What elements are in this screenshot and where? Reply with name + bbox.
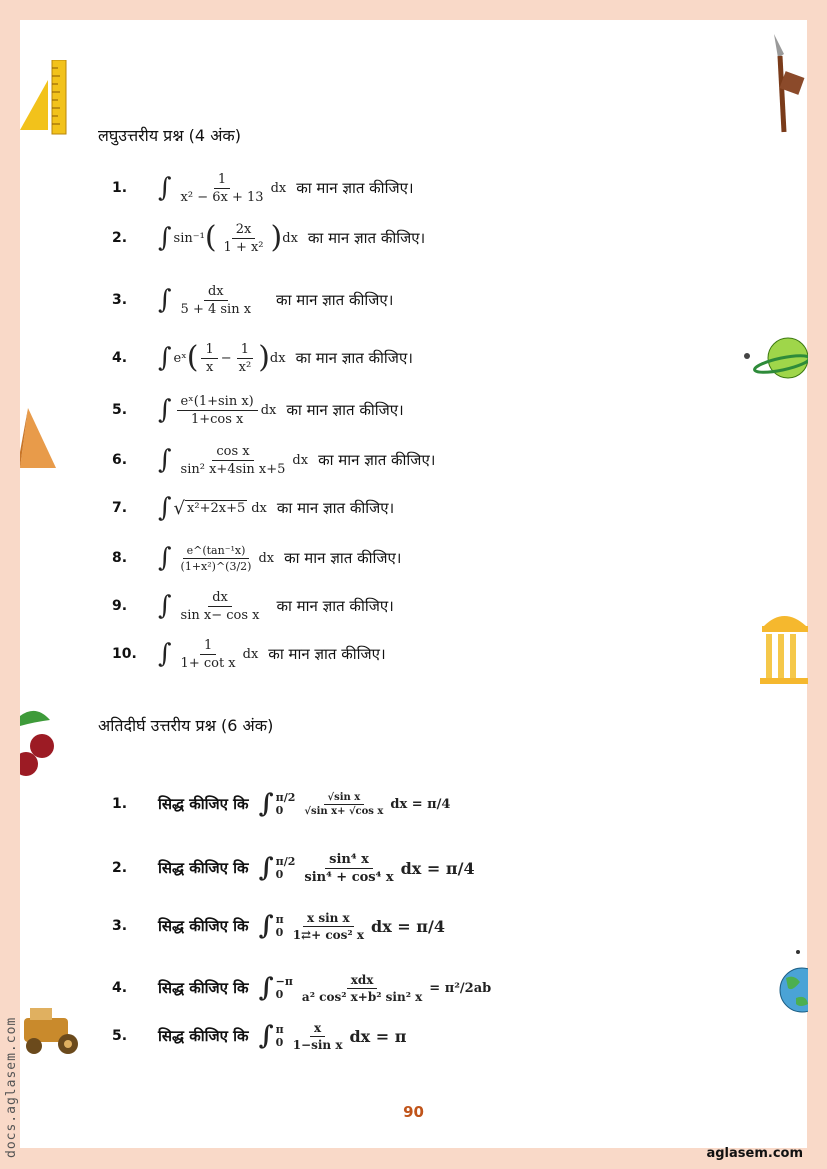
- right-hand-side: dx = π/4: [371, 916, 445, 936]
- question-instruction: का मान ज्ञात कीजिए।: [268, 645, 386, 663]
- integral-sign-icon: ∫: [158, 639, 172, 669]
- question-instruction: का मान ज्ञात कीजिए।: [276, 499, 395, 517]
- right-hand-side: dx = π/4: [390, 796, 451, 812]
- denominator: 1−sin x: [292, 1037, 343, 1052]
- integral-expression: [158, 638, 258, 671]
- question-number: 9.: [112, 598, 128, 614]
- question-instruction: का मान ज्ञात कीजिए।: [307, 229, 426, 247]
- question-instruction: का मान ज्ञात कीजिए।: [276, 597, 394, 615]
- numerator: sin⁴ x: [325, 852, 373, 869]
- radicand: x²+2x+5: [187, 501, 246, 516]
- differential: dx: [292, 452, 309, 468]
- question-number: 5.: [112, 402, 128, 418]
- integral-expression: [158, 222, 298, 255]
- numerator: x sin x: [303, 911, 354, 927]
- upper-limit: π/2: [275, 854, 296, 868]
- right-hand-side: dx = π: [349, 1026, 407, 1046]
- differential: dx: [260, 402, 277, 418]
- question-instruction: का मान ज्ञात कीजिए।: [318, 451, 436, 469]
- numerator: 1: [214, 172, 230, 189]
- denominator: 1 + x²: [223, 239, 264, 255]
- differential: dx: [269, 350, 286, 366]
- short-answer-heading: लघुउत्तरीय प्रश्न (4 अंक): [98, 126, 241, 145]
- question-instruction: का मान ज्ञात कीजिए।: [296, 179, 414, 197]
- integral-sign-icon: ∫: [158, 591, 172, 621]
- differential: dx: [242, 646, 259, 662]
- question-number: 1.: [112, 796, 128, 812]
- question-number: 5.: [112, 1028, 128, 1044]
- integral-sign-icon: ∫: [158, 223, 172, 253]
- integral-sign-icon: ∫: [258, 853, 274, 883]
- integral-sign-icon: ∫: [258, 789, 274, 819]
- long-question-5: [100, 1016, 406, 1056]
- globe-clipart-icon: [778, 948, 808, 1020]
- prove-lead: सिद्ध कीजिए कि: [158, 795, 249, 813]
- lower-limit: 0: [275, 926, 284, 939]
- question-number: 8.: [112, 550, 128, 566]
- question-instruction: का मान ज्ञात कीजिए।: [284, 549, 402, 567]
- question-number: 1.: [112, 180, 128, 196]
- numerator: cos x: [212, 444, 253, 461]
- short-question-3: [100, 280, 393, 320]
- upper-limit: π/2: [275, 790, 296, 804]
- integral-sign-icon: ∫: [158, 493, 172, 523]
- short-question-1: [100, 168, 414, 208]
- denominator: 1⇄+ cos² x: [292, 927, 364, 942]
- ruler-clipart-icon: [20, 60, 68, 136]
- numerator: 1: [201, 342, 217, 359]
- denominator: sin⁴ + cos⁴ x: [304, 869, 394, 885]
- differential: dx: [270, 180, 287, 196]
- numerator: dx: [208, 590, 232, 607]
- question-number: 3.: [112, 292, 128, 308]
- long-question-1: [100, 784, 450, 824]
- watermark: [2, 990, 24, 1160]
- upper-limit: π: [275, 1022, 284, 1036]
- lower-limit: 0: [275, 988, 284, 1001]
- integral-sign-icon: ∫: [158, 445, 172, 475]
- question-number: 3.: [112, 918, 128, 934]
- integral-sign-icon: ∫: [158, 343, 172, 373]
- short-question-4: [100, 338, 413, 378]
- integral-sign-icon: ∫: [258, 911, 274, 941]
- integral-expression: [158, 590, 266, 623]
- integral-expression: [158, 172, 286, 205]
- integral-expression: [158, 394, 276, 427]
- integral-sign-icon: ∫: [158, 173, 172, 203]
- square-root-icon: √: [173, 497, 186, 519]
- site-link[interactable]: aglasem.com: [706, 1146, 803, 1161]
- denominator: x: [205, 359, 214, 375]
- left-paren-icon: (: [204, 220, 217, 255]
- denominator: sin x− cos x: [180, 607, 260, 623]
- watermark-text: docs.aglasem.com: [4, 1016, 19, 1158]
- question-instruction: का मान ज्ञात कीजिए।: [295, 349, 413, 367]
- short-question-9: [100, 586, 394, 626]
- function-prefix: eˣ: [173, 350, 187, 366]
- integral-expression: [259, 911, 445, 942]
- integral-expression: [259, 1021, 407, 1052]
- short-question-2: [100, 218, 425, 258]
- function-prefix: sin⁻¹: [173, 230, 205, 246]
- temple-clipart-icon: [760, 606, 808, 686]
- short-question-7: [100, 488, 394, 528]
- integral-sign-icon: ∫: [158, 395, 172, 425]
- integral-expression: [259, 973, 492, 1004]
- numerator: dx: [204, 284, 228, 301]
- upper-limit: −π: [275, 974, 293, 988]
- question-number: 6.: [112, 452, 128, 468]
- denominator: 1+ cot x: [180, 655, 236, 671]
- numerator: √sin x: [324, 792, 365, 805]
- question-number: 2.: [112, 230, 128, 246]
- integral-sign-icon: ∫: [258, 1021, 274, 1051]
- long-question-3: [100, 906, 445, 946]
- integral-sign-icon: ∫: [158, 285, 172, 315]
- upper-limit: π: [275, 912, 284, 926]
- lower-limit: 0: [275, 1036, 284, 1049]
- long-question-4: [100, 968, 491, 1008]
- question-instruction: का मान ज्ञात कीजिए।: [286, 401, 404, 419]
- question-number: 2.: [112, 860, 128, 876]
- short-question-6: [100, 440, 435, 480]
- short-question-5: [100, 390, 404, 430]
- short-question-10: [100, 634, 386, 674]
- numerator: e^(tan⁻¹x): [183, 544, 250, 559]
- integral-expression: [158, 544, 274, 573]
- pyramid-clipart-icon: [20, 408, 60, 470]
- question-number: 7.: [112, 500, 128, 516]
- spear-clipart-icon: [768, 34, 808, 134]
- denominator: x²: [238, 359, 252, 375]
- long-question-2: [100, 848, 475, 888]
- lower-limit: 0: [275, 804, 284, 817]
- integral-expression: [259, 791, 451, 817]
- right-hand-side: = π²/2ab: [429, 980, 492, 996]
- prove-lead: सिद्ध कीजिए कि: [158, 979, 249, 997]
- right-paren-icon: ): [258, 340, 270, 375]
- numerator: xdx: [347, 973, 378, 989]
- long-answer-heading: अतिदीर्घ उत्तरीय प्रश्न (6 अंक): [98, 716, 274, 735]
- vintage-car-clipart-icon: [20, 1000, 84, 1060]
- right-hand-side: dx = π/4: [400, 858, 475, 878]
- question-number: 10.: [112, 646, 137, 662]
- minus-sign-icon: −: [220, 350, 232, 366]
- question-number: 4.: [112, 350, 128, 366]
- numerator: x: [310, 1021, 325, 1037]
- integral-sign-icon: ∫: [158, 543, 172, 573]
- denominator: 5 + 4 sin x: [180, 301, 252, 317]
- lower-limit: 0: [275, 868, 284, 881]
- question-number: 4.: [112, 980, 128, 996]
- denominator: sin² x+4sin x+5: [180, 461, 286, 477]
- right-paren-icon: ): [270, 220, 283, 255]
- differential: dx: [258, 550, 275, 566]
- integral-expression: [158, 342, 286, 375]
- short-question-8: [100, 538, 401, 578]
- denominator: (1+x²)^(3/2): [180, 559, 252, 573]
- left-paren-icon: (: [186, 340, 199, 375]
- integral-expression: [158, 495, 267, 521]
- denominator: a² cos² x+b² sin² x: [301, 989, 423, 1004]
- numerator: eˣ(1+sin x): [177, 394, 258, 411]
- numerator: 1: [200, 638, 216, 655]
- page-number: 90: [403, 1103, 424, 1121]
- integral-expression: [259, 852, 475, 885]
- integral-expression: [158, 284, 258, 317]
- differential: dx: [251, 500, 267, 516]
- prove-lead: सिद्ध कीजिए कि: [158, 859, 249, 877]
- numerator: 1: [237, 342, 253, 359]
- integral-expression: [158, 444, 308, 477]
- prove-lead: सिद्ध कीजिए कि: [158, 917, 249, 935]
- differential: dx: [282, 230, 298, 246]
- integral-sign-icon: ∫: [258, 973, 274, 1003]
- numerator: 2x: [232, 222, 256, 239]
- cherry-clipart-icon: [20, 706, 60, 778]
- denominator: 1+cos x: [190, 411, 244, 427]
- planet-clipart-icon: [742, 334, 808, 384]
- question-instruction: का मान ज्ञात कीजिए।: [276, 291, 394, 309]
- denominator: √sin x+ √cos x: [304, 805, 384, 817]
- prove-lead: सिद्ध कीजिए कि: [158, 1027, 249, 1045]
- denominator: x² − 6x + 13: [180, 189, 264, 205]
